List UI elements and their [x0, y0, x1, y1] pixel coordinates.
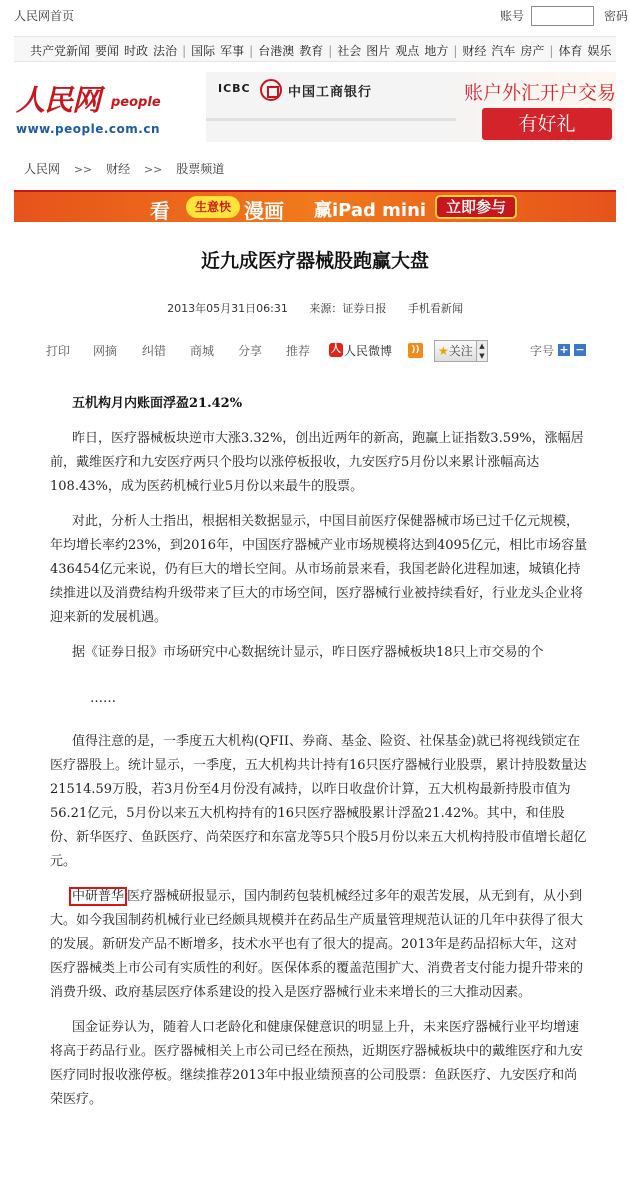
font-decrease-button[interactable]: −	[575, 343, 585, 356]
article-source: 来源：证券日报	[309, 302, 387, 315]
highlighted-source-name: 中研普华	[69, 887, 127, 906]
follow-select[interactable]	[434, 340, 488, 362]
breadcrumb	[24, 160, 224, 177]
nav-item[interactable]: 观点	[395, 44, 420, 58]
logo-cn: 人民网	[16, 83, 101, 117]
follow-label: 关注	[448, 344, 473, 358]
nav-separator: |	[182, 44, 187, 58]
article-paragraph: 昨日，医疗器械板块逆市大涨3.32%，创出近两年的新高，跑赢上证指数3.59%，涨幅居前，戴维医疗和九安医疗两只个股均以涨停板报收，九安医疗5月份以来累计涨幅高达108.43%，成为医药机械行业5月份以来最牛的股票。	[50, 431, 584, 494]
fontsize-label: 字号	[530, 344, 555, 358]
article-paragraph: 值得注意的是，一季度五大机构(QFII、券商、基金、险资、社保基金)就已将视线锁定在医疗器股上。统计显示，一季度，五大机构共计持有16只医疗器械行业股票，累计持股数量达21514.59万股，若3月份至4月份没有减持，以昨日收盘价计算，五大机构最新持股市值为56.21亿元，5月份以来五大机构持有的16只医疗器械股累计浮盈21.42%。其中，和佳股份、新华医疗、鱼跃医疗、尚荣医疗和东富龙等5只个股5月份以来五大机构持股市值增长超亿元。	[50, 734, 587, 869]
article-ellipsis: ……	[90, 691, 116, 706]
weibo-link[interactable]: 人民微博	[344, 344, 393, 358]
article-paragraph-highlighted	[50, 885, 588, 1005]
home-link[interactable]: 人民网首页	[14, 9, 75, 23]
nav-item[interactable]: 社会	[337, 44, 362, 58]
nav-item[interactable]: 财经	[462, 44, 487, 58]
site-logo[interactable]	[16, 78, 176, 144]
correct-button[interactable]: 纠错	[142, 344, 167, 358]
nav-item[interactable]: 汽车	[491, 44, 516, 58]
icbc-wordmark: ICBC	[218, 82, 251, 95]
nav-separator: |	[549, 44, 554, 58]
nav-item[interactable]: 共产党新闻	[30, 44, 91, 58]
nav-item[interactable]: 教育	[299, 44, 324, 58]
breadcrumb-separator: >>	[143, 163, 163, 176]
nav-item[interactable]: 时政	[124, 44, 149, 58]
comic-promo-banner[interactable]	[14, 190, 616, 222]
spinner-arrows-icon[interactable]: ▲ ▼	[476, 341, 487, 361]
nav-separator: |	[453, 44, 458, 58]
print-button[interactable]: 打印	[46, 344, 71, 358]
channel-nav-items	[30, 42, 616, 59]
article-paragraph: 据《证券日报》市场研究中心数据统计显示，昨日医疗器械板块18只上市交易的个	[72, 645, 544, 660]
article-toolbar	[46, 342, 596, 362]
recommend-button[interactable]: 推荐	[286, 344, 311, 358]
nav-item[interactable]: 军事	[220, 44, 245, 58]
logo-en: people	[111, 95, 161, 110]
nav-separator: |	[328, 44, 333, 58]
password-label: 密码	[604, 9, 629, 23]
logo-url: www.people.com.cn	[16, 122, 160, 136]
breadcrumb-item-finance[interactable]: 财经	[106, 162, 131, 176]
nav-item[interactable]: 地方	[424, 44, 449, 58]
star-icon: ★	[438, 344, 449, 358]
excerpt-button[interactable]: 网摘	[93, 344, 118, 358]
account-input[interactable]	[531, 6, 594, 26]
article-title: 近九成医疗器械股跑赢大盘	[200, 250, 429, 272]
breadcrumb-item-stock[interactable]: 股票频道	[176, 162, 225, 176]
article-paragraph: 对此，分析人士指出，根据相关数据显示，中国目前医疗保健器械市场已过千亿元规模，年均增长率约23%，到2016年，中国医疗器械产业市场规模将达到4095亿元，相比市场容量436454亿元来说，仍有巨大的增长空间。从市场前景来看，我国老龄化进程加速，城镇化持续推进以及消费结构升级带来了巨大的市场空间，医疗器械行业被持续看好，行业龙头企业将迎来新的发展机遇。	[50, 514, 588, 625]
account-label: 账号	[500, 9, 525, 23]
article-subhead: 五机构月内账面浮盈21.42%	[72, 396, 243, 411]
banner-text-watch: 看	[150, 199, 171, 222]
nav-item[interactable]: 法治	[153, 44, 178, 58]
banner-text-prize: 赢iPad mini	[314, 200, 427, 221]
ad-gift: 有好礼	[482, 108, 612, 140]
banner-join-button[interactable]: 立即参与	[435, 195, 517, 219]
ad-slogan: 账户外汇开户交易	[464, 82, 616, 104]
top-bar	[0, 0, 630, 32]
article-date: 2013年05月31日06:31	[167, 302, 288, 315]
nav-item[interactable]: 台港澳	[258, 44, 295, 58]
icbc-logo-icon	[260, 79, 282, 101]
breadcrumb-separator: >>	[73, 163, 93, 176]
nav-item[interactable]: 体育	[558, 44, 583, 58]
share-button[interactable]: 分享	[238, 344, 263, 358]
nav-separator: |	[249, 44, 254, 58]
highlighted-paragraph-text: 医疗器械研报显示，国内制药包装机械经过多年的艰苦发展，从无到有，从小到大。如今我国制药机械行业已经颇具规模并在药品生产质量管理规范认证的几年中获得了很大的发展。新研发产品不断增多，技术水平也有了很大的提高。2013年是药品招标大年，这对医疗器械类上市公司有实质性的利好。医保体系的覆盖范围扩大、消费者支付能力提升带来的消费升级、政府基层医疗体系建设的投入是医疗器械行业未来增长的三大推动因素。	[50, 889, 584, 1000]
weibo-icon[interactable]: 人	[331, 344, 341, 355]
nav-item[interactable]: 要闻	[95, 44, 120, 58]
nav-item[interactable]: 娱乐	[587, 44, 612, 58]
rss-icon[interactable]: ))	[408, 343, 423, 358]
article-meta	[0, 300, 630, 316]
icbc-ad-banner[interactable]	[206, 72, 616, 142]
business-button[interactable]: 商城	[190, 344, 215, 358]
ad-divider	[206, 118, 456, 121]
font-increase-button[interactable]: +	[559, 343, 569, 356]
nav-item[interactable]: 国际	[191, 44, 216, 58]
mobile-news-link[interactable]: 手机看新闻	[407, 302, 463, 315]
breadcrumb-item-home[interactable]: 人民网	[24, 162, 61, 176]
banner-text-comic: 漫画	[244, 199, 284, 222]
nav-item[interactable]: 图片	[366, 44, 391, 58]
article-paragraph: 国金证券认为，随着人口老龄化和健康保健意识的明显上升，未来医疗器械行业平均增速将高于药品行业。医疗器械相关上市公司已经在预热，近期医疗器械板块中的戴维医疗和九安医疗同时报收涨停板。继续推荐2013年中报业绩预喜的公司股票：鱼跃医疗、九安医疗和尚荣医疗。	[50, 1020, 584, 1107]
nav-item[interactable]: 房产	[520, 44, 545, 58]
ad-bank-name: 中国工商银行	[288, 85, 373, 100]
article-body	[50, 392, 588, 1123]
channel-nav	[14, 36, 616, 62]
banner-badge: 生意快	[186, 196, 240, 218]
